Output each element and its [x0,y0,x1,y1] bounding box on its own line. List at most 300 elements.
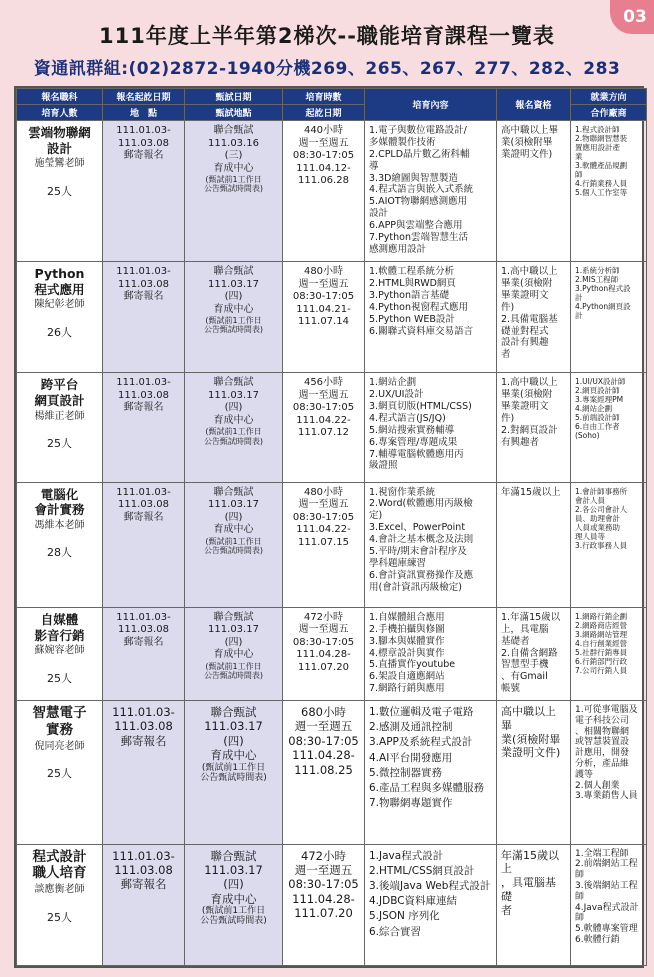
teacher-name: 蘇婉容老師 [34,645,85,657]
job-item: 5.前端設計師 [575,413,620,423]
job-item: 4.網站企劃 [575,404,613,414]
qualification-line: ，具電腦基礎 [501,876,556,903]
hours-line: 111.06.28 [298,175,349,186]
signup-date-line: 111.03.08 [114,719,173,734]
signup-dates-cell [103,607,185,700]
content-item: 1.Java程式設計 [369,849,444,862]
job-item: 師 [575,870,585,881]
qualification-line: 業證明文件) [501,148,553,160]
job-item: 3.行政事務人員 [575,540,628,550]
course-name-cell [17,482,103,607]
header-signup-dates: 報名起訖日期 [103,89,185,105]
signup-date-line: 郵寄報名 [123,291,164,303]
course-name: 職人培育 [32,865,87,882]
qualification-line: 畢業(須檢附 [501,389,553,401]
course-name: 電腦化 [40,486,79,502]
content-item: 4.AI平台開發應用 [369,751,453,764]
content-item: 1.軟體工程系統分析 [369,266,455,278]
people-count: 25人 [47,184,72,198]
hours-line: 111.04.28- [292,891,355,906]
hours-line: 111.08.25 [294,762,353,777]
job-direction-cell [571,373,647,482]
content-item: 6.會計資訊實務操作及應 [369,569,474,581]
hours-line: 08:30-17:05 [288,877,359,892]
course-name: 影音行銷 [34,627,85,643]
exam-line: 育成中心 [210,891,257,906]
content-item: 多媒體製作技術 [369,136,436,148]
job-item: 5.個人工作室等 [575,188,628,197]
content-item: 2.CPLD晶片數乙術科輔 [369,148,470,160]
exam-cell [185,607,283,700]
content-item: 5.AIOT物聯網感測應用 [369,196,468,208]
content-item: 6.APP與雲端整合應用 [369,220,463,231]
exam-note: (甄試前1工作日 [205,661,262,671]
job-item: (Soho) [575,431,600,441]
content-item: 級證照 [369,460,398,472]
teacher-name: 談應衡老師 [34,884,85,896]
job-item: 人員或業務助 [575,522,620,532]
hours-line: 週一至週五 [298,624,349,636]
hours-cell [283,482,365,607]
content-item: 3.Python語言基礎 [369,289,449,301]
exam-line: 聯合甄試 [213,377,254,389]
exam-line: (三) [224,150,243,161]
signup-date-line: 111.01.03- [116,486,171,498]
job-item: 4.自行創業經營 [575,638,628,648]
signup-date-line: 111.03.08 [118,499,169,511]
hours-line: 680小時 [301,705,346,720]
job-direction-cell [571,701,647,845]
content-cell [365,482,497,607]
qualification-line: 件) [501,412,515,424]
contact-subtitle: 資通訊群組:(02)2872-1940分機269、265、267、277、282、283 [33,59,621,79]
table-row [17,482,647,607]
exam-line: 111.03.17 [204,719,263,734]
qualification-line: 件) [501,301,515,313]
job-item: 4.Java程式設計 [575,902,639,913]
hours-line: 111.07.20 [294,906,353,921]
content-item: 5.平時/期末會計程序及 [369,545,467,557]
content-cell [365,701,497,845]
job-item: 1.全端工程師 [575,848,629,859]
job-item: 業 [575,152,583,161]
table-row [17,607,647,700]
job-item: 2.前端網站工程 [575,859,638,870]
people-count: 26人 [47,325,72,339]
hours-line: 週一至週五 [298,389,349,401]
signup-date-line: 郵寄報名 [120,733,167,748]
job-item: 師 [575,170,583,179]
content-item: 6.關聯式資料庫交易語言 [369,325,474,337]
header-people: 培育人數 [17,105,103,121]
job-item: 7.公司行銷人員 [575,665,628,675]
exam-cell [185,262,283,373]
exam-note: (甄試前1工作日 [205,427,262,437]
course-name: 設計 [46,140,72,156]
exam-line: (四) [223,733,244,748]
qualification-line: 者 [501,349,511,361]
exam-line: 育成中心 [210,748,257,763]
people-count: 28人 [47,546,72,560]
hours-cell [283,701,365,845]
qualification-line: 年滿15歲以上 [501,486,561,498]
job-item: 6.行銷部門行政 [575,656,628,666]
signup-dates-cell [103,373,185,482]
job-item: 或智慧裝置設 [575,737,630,748]
signup-date-line: 111.01.03- [116,377,171,389]
hours-line: 08:30-17:05 [292,636,355,648]
hours-line: 08:30-17:05 [292,402,355,414]
course-name: 跨平台 [40,377,79,393]
content-cell [365,262,497,373]
qualification-cell [497,607,571,700]
content-item: 3.3D繪圖與智慧製造 [369,172,458,184]
hours-cell [283,262,365,373]
content-item: 用(會計資訊丙級檢定) [369,581,462,593]
qualification-line: 畢業證明文 [501,289,549,301]
content-item: 4.Python視窗程式應用 [369,301,468,313]
content-item: 1.數位邏輯及電子電路 [369,706,474,719]
hours-line: 111.04.22- [296,524,351,536]
exam-line: 111.03.17 [204,862,263,877]
content-item: 4.程式語言與嵌入式系統 [369,184,474,196]
exam-note: (甄試前1工作日 [205,536,262,546]
job-item: 1.可從事電腦及 [575,705,638,716]
qualification-line: 上，具電腦 [501,623,549,635]
exam-line: (四) [223,877,244,892]
job-direction-cell [571,262,647,373]
people-count: 25人 [47,767,72,781]
exam-line: 111.03.17 [208,278,259,290]
header-exam-location: 甄試地點 [185,105,283,121]
exam-line: 111.03.17 [208,624,259,636]
header-partners: 合作廠商 [571,105,647,121]
hours-line: 440小時 [303,125,344,136]
content-item: 定) [369,510,383,522]
job-item: 6.自由工作者 [575,422,620,432]
job-direction-cell [571,121,647,262]
signup-date-line: 111.03.08 [118,137,169,149]
hours-line: 111.04.12- [296,162,351,174]
exam-line: (四) [224,291,243,303]
content-item: 4.標章設計與實作 [369,647,445,659]
job-item: 3.專案經理PM [575,395,624,405]
qualification-line: 1.年滿15歲以 [501,611,561,623]
qualification-line: 畢業(須檢附 [501,278,553,290]
hours-line: 111.04.28- [292,748,355,763]
content-item: 6.架設自適應網站 [369,671,445,683]
header-hours: 培育時數 [283,89,365,105]
content-item: 3.Excel、PowerPoint [369,522,466,534]
content-item: 3.後端Java Web程式設計 [369,880,491,893]
qualification-line: 、有Gmail [501,671,548,683]
course-name: 網頁設計 [34,392,85,408]
exam-cell [185,121,283,262]
job-item: 4.Python網頁設 [575,302,631,312]
job-item: 2.網路商店經營 [575,620,628,630]
qualification-line: 1.高中職以上 [501,377,558,389]
job-item: 5.軟體專案管理 [575,924,638,935]
qualification-cell [497,262,571,373]
course-name: 會計實務 [34,502,85,518]
people-count: 25人 [47,671,72,685]
course-name: 程式應用 [34,281,85,297]
page-title: 111年度上半年第2梯次--職能培育課程一覽表 [99,24,555,48]
signup-date-line: 111.03.08 [118,389,169,401]
job-item: 3.專業銷售人員 [575,791,638,802]
qualification-line: 高中職以上畢 [501,125,559,136]
hours-cell [283,121,365,262]
exam-line: (四) [224,402,243,414]
exam-line: 111.03.17 [208,499,259,511]
qualification-line: 高中職以上畢 [501,705,556,732]
hours-line: 111.04.21- [296,303,351,315]
hours-line: 111.07.15 [298,536,349,548]
exam-note: 公告甄試時間表) [203,671,264,681]
header-period: 起訖日期 [283,105,365,121]
content-item: 1.自媒體組合應用 [369,611,445,623]
course-name-cell [17,607,103,700]
hours-line: 111.07.14 [298,316,349,328]
signup-date-line: 郵寄報名 [123,511,164,523]
course-name: Python [34,266,85,282]
exam-note: (甄試前1工作日 [201,762,266,773]
content-item: 7.Python雲端智慧生活 [369,231,468,243]
header-content: 培育內容 [365,89,497,121]
table-row [17,844,647,965]
job-item: 置應用設計產 [575,143,620,152]
signup-date-line: 郵寄報名 [123,150,164,161]
hours-cell [283,844,365,965]
signup-date-line: 郵寄報名 [120,877,167,892]
course-name: 實務 [46,721,73,738]
job-item: 2.個人創業 [575,780,620,791]
hours-line: 472小時 [301,848,346,863]
course-table-body [17,121,647,966]
header-qualification: 報名資格 [497,89,571,121]
content-item: 7.物聯網專題實作 [369,797,453,810]
exam-note: 公告甄試時間表) [203,545,264,555]
qualification-line: 2.對網頁設計 [501,424,558,436]
exam-line: 聯合甄試 [213,125,254,136]
content-item: 2.UX/UI設計 [369,389,424,401]
exam-line: (四) [224,511,243,523]
page-number-badge: 03 [610,0,654,34]
hours-line: 週一至週五 [298,137,349,149]
header-exam-date: 甄試日期 [185,89,283,105]
people-count: 25人 [47,437,72,451]
signup-date-line: 郵寄報名 [123,636,164,648]
signup-dates-cell [103,701,185,845]
course-name: 雲端物聯網 [28,125,91,140]
header-location: 地 點 [103,105,185,121]
qualification-cell [497,701,571,845]
content-item: 6.產品工程與多媒體服務 [369,782,485,795]
exam-line: 育成中心 [213,649,254,661]
hours-line: 480小時 [303,266,344,278]
job-item: 計應用，開發 [575,748,630,759]
qualification-line: 基礎者 [501,635,530,647]
job-item: 2.網頁設計師 [575,386,620,396]
content-item: 2.HTML與RWD網頁 [369,278,456,290]
qualification-line: 智慧型手機 [501,659,549,671]
exam-note: 公告甄試時間表) [203,436,264,446]
job-item: 師 [575,891,585,902]
qualification-line: 年滿15歲以上 [501,848,559,876]
table-row [17,262,647,373]
content-item: 學科題庫練習 [369,557,427,569]
job-item: 師 [575,913,585,924]
hours-line: 週一至週五 [294,862,353,877]
content-item: 1.視窗作業系統 [369,486,436,498]
header-job-direction: 就業方向 [571,89,647,105]
qualification-line: 有興趣者 [501,436,540,448]
hours-line: 111.04.28- [296,649,351,661]
hours-line: 08:30-17:05 [292,291,355,303]
exam-line: 育成中心 [213,303,254,315]
qualification-line: 業(須檢附畢 [501,136,553,148]
course-table [16,88,647,966]
content-item: 5.直播實作youtube [369,659,456,671]
exam-note: 公告甄試時間表) [200,772,267,783]
teacher-name: 施瑩鸞老師 [34,158,85,170]
content-item: 6.綜合實習 [369,925,422,938]
course-name: 自媒體 [40,611,79,627]
signup-date-line: 111.01.03- [116,125,171,136]
course-name-cell [17,701,103,845]
signup-date-line: 111.03.08 [118,278,169,290]
exam-note: 公告甄試時間表) [203,325,264,335]
header-course-name: 報名職科 [17,89,103,105]
job-item: 4.行銷業務人員 [575,179,628,188]
job-item: 分析，產品維 [575,759,630,770]
content-cell [365,844,497,965]
signup-dates-cell [103,262,185,373]
hours-line: 111.07.20 [298,661,349,673]
exam-cell [185,482,283,607]
exam-line: 聯合甄試 [213,266,254,278]
job-item: 理人員等 [575,531,605,541]
course-name-cell [17,262,103,373]
qualification-line: 2.自備含網路 [501,647,558,659]
content-item: 2.HTML/CSS網頁設計 [369,864,475,877]
qualification-line: 1.高中職以上 [501,266,558,278]
content-item: 3.腳本與媒體實作 [369,635,445,647]
qualification-cell [497,121,571,262]
content-cell [365,121,497,262]
teacher-name: 倪同亮老師 [34,740,85,752]
job-item: 護等 [575,769,594,780]
hours-line: 472小時 [303,611,344,623]
content-item: 2.手機拍攝與修圖 [369,623,445,635]
hours-line: 08:30-17:05 [292,511,355,523]
content-item: 3.網頁切版(HTML/CSS) [369,401,472,413]
job-item: 2.MIS工程師 [575,275,619,285]
course-name-cell [17,121,103,262]
content-item: 2.Word(軟體應用丙級檢 [369,498,473,510]
content-item: 7.網路行銷與應用 [369,683,445,695]
exam-line: 111.03.16 [208,137,259,149]
job-item: 會計人員 [575,495,605,505]
signup-dates-cell [103,482,185,607]
qualification-line: 畢業證明文 [501,401,549,413]
exam-cell [185,844,283,965]
content-item: 2.感測及通訊控制 [369,721,453,734]
job-item: 3.軟體產品規劃 [575,161,628,170]
exam-note: (甄試前1工作日 [205,175,262,184]
exam-line: 育成中心 [213,414,254,426]
job-item: 3.後端網站工程 [575,881,638,891]
qualification-line: 帳號 [501,683,521,695]
qualification-line: 設計有興趣 [501,337,549,349]
hours-line: 111.07.12 [298,427,349,439]
qualification-cell [497,844,571,965]
exam-line: (四) [224,636,243,648]
content-item: 導 [369,160,379,172]
hours-line: 480小時 [303,486,344,498]
exam-note: (甄試前1工作日 [201,906,266,917]
content-item: 設計 [369,208,389,220]
hours-cell [283,607,365,700]
signup-dates-cell [103,121,185,262]
signup-dates-cell [103,844,185,965]
course-name: 智慧電子 [32,705,87,722]
hours-line: 週一至週五 [298,278,349,290]
content-item: 7.輔導電腦軟體應用丙 [369,448,464,460]
qualification-line: 者 [501,903,512,917]
signup-date-line: 111.01.03- [116,266,171,278]
teacher-name: 馮維本老師 [34,519,85,531]
exam-line: 育成中心 [213,162,254,174]
teacher-name: 楊維正老師 [34,410,85,422]
qualification-line: 礎並對程式 [501,325,549,337]
job-item: 2.物聯網智慧裝 [575,134,628,143]
exam-line: 聯合甄試 [213,611,254,623]
signup-date-line: 111.03.08 [114,862,173,877]
job-direction-cell [571,607,647,700]
content-item: 3.APP及系統程式設計 [369,736,473,749]
course-table-container [14,86,644,968]
hours-line: 週一至週五 [294,719,353,734]
course-name-cell [17,844,103,965]
qualification-line: 業(須檢附畢 [501,732,561,746]
signup-date-line: 111.01.03- [112,848,175,863]
job-item: 6.軟體行銷 [575,934,620,945]
exam-line: 育成中心 [213,524,254,536]
signup-date-line: 111.01.03- [112,705,175,720]
job-item: 1.會計師事務所 [575,486,628,496]
job-item: 員、助理會計 [575,513,620,523]
qualification-cell [497,482,571,607]
content-item: 4.會計之基本概念及法則 [369,534,474,546]
hours-line: 週一至週五 [298,499,349,511]
job-item: 計 [575,293,583,303]
hours-line: 08:30-17:05 [288,733,359,748]
table-row [17,373,647,482]
job-item: 1.程式設計師 [575,125,620,134]
qualification-line: 2.具備電腦基 [501,313,558,325]
content-item: 1.網站企劃 [369,377,417,389]
job-item: 3.Python程式設 [575,284,631,294]
job-item: 5.社群行銷專員 [575,647,628,657]
exam-cell [185,701,283,845]
qualification-line: 業證明文件) [501,746,561,760]
signup-date-line: 郵寄報名 [123,402,164,414]
table-row [17,121,647,262]
qualification-cell [497,373,571,482]
content-item: 4.程式語言(JS/JQ) [369,412,446,424]
exam-line: 聯合甄試 [213,486,254,498]
